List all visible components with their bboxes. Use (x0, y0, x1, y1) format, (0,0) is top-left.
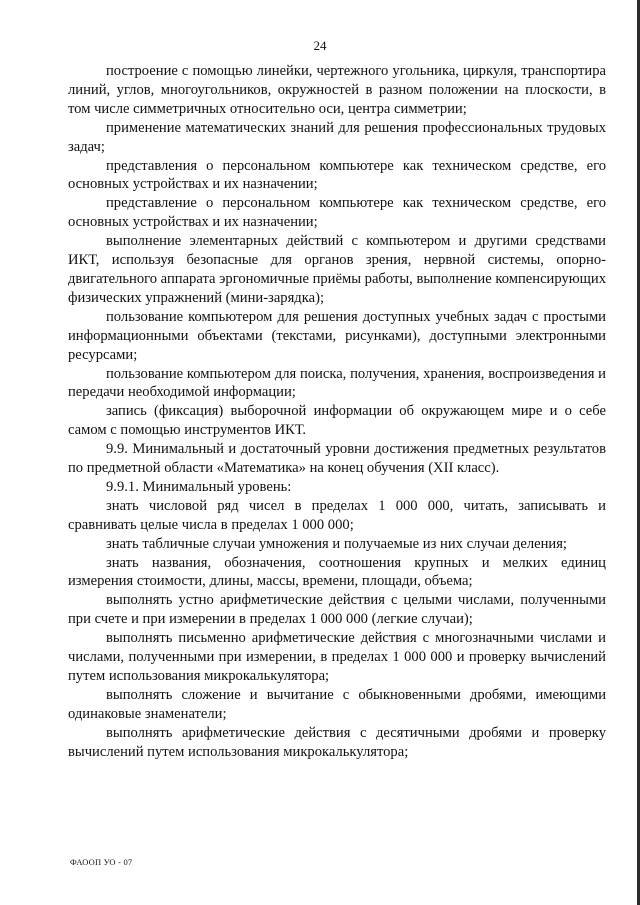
paragraph: выполнение элементарных действий с компьютером и другими средствами ИКТ, используя безопасные для органов зрения, нервной системы, опорно-двигательного аппарата эргономичные приёмы работы, выполнение компенсирующих физических упражнений (мини-зарядка); (68, 233, 607, 306)
paragraph: знать названия, обозначения, соотношения крупных и мелких единиц измерения стоимости, длины, массы, времени, площади, объема; (68, 554, 606, 590)
paragraph: пользование компьютером для решения доступных учебных задач с простыми информационными объектами (текстами, рисунками), доступными электронными ресурсами; (68, 308, 606, 363)
paragraph: выполнять арифметические действия с десятичными дробями и проверку вычислений путем использования микрокалькулятора; (68, 724, 606, 760)
document-code-footer: ФАООП УО - 07 (70, 857, 133, 867)
paragraph: выполнять сложение и вычитание с обыкновенными дробями, имеющими одинаковые знаменатели; (68, 686, 606, 722)
document-body (68, 62, 606, 762)
paragraph: представления о персональном компьютере как техническом средстве, его основных устройствах и их назначении; (68, 157, 606, 193)
subsection-heading: 9.9.1. Минимальный уровень: (106, 478, 292, 495)
page-number: 24 (313, 38, 327, 53)
paragraph: пользование компьютером для поиска, получения, хранения, воспроизведения и передачи необходимой информации; (68, 365, 606, 401)
paragraph: выполнять устно арифметические действия с целыми числами, полученными при счете и при измерении в пределах 1 000 000 (легкие случаи); (68, 592, 606, 628)
paragraph: представление о персональном компьютере как техническом средстве, его основных устройствах и их назначении; (68, 195, 606, 231)
paragraph: запись (фиксация) выборочной информации об окружающем мире и о себе самом с помощью инструментов ИКТ. (68, 403, 606, 439)
paragraph: применение математических знаний для решения профессиональных трудовых задач; (68, 119, 606, 155)
paragraph: выполнять письменно арифметические действия с многозначными числами и числами, полученными при измерении, в пределах 1 000 000 и проверку вычислений путем использования микрокалькулятора; (68, 630, 606, 684)
paragraph: построение с помощью линейки, чертежного угольника, циркуля, транспортира линий, углов, многоугольников, окружностей в разном положении на плоскости, в том числе симметричных относительно оси, центра симметрии; (68, 63, 606, 117)
section-heading: 9.9. Минимальный и достаточный уровни достижения предметных результатов по предметной области «Математика» на конец обучения (XII класс). (68, 441, 606, 477)
paragraph: знать числовой ряд чисел в пределах 1 000 000, читать, записывать и сравнивать целые числа в пределах 1 000 000; (68, 497, 606, 533)
paragraph: знать табличные случаи умножения и получаемые из них случаи деления; (106, 535, 567, 552)
